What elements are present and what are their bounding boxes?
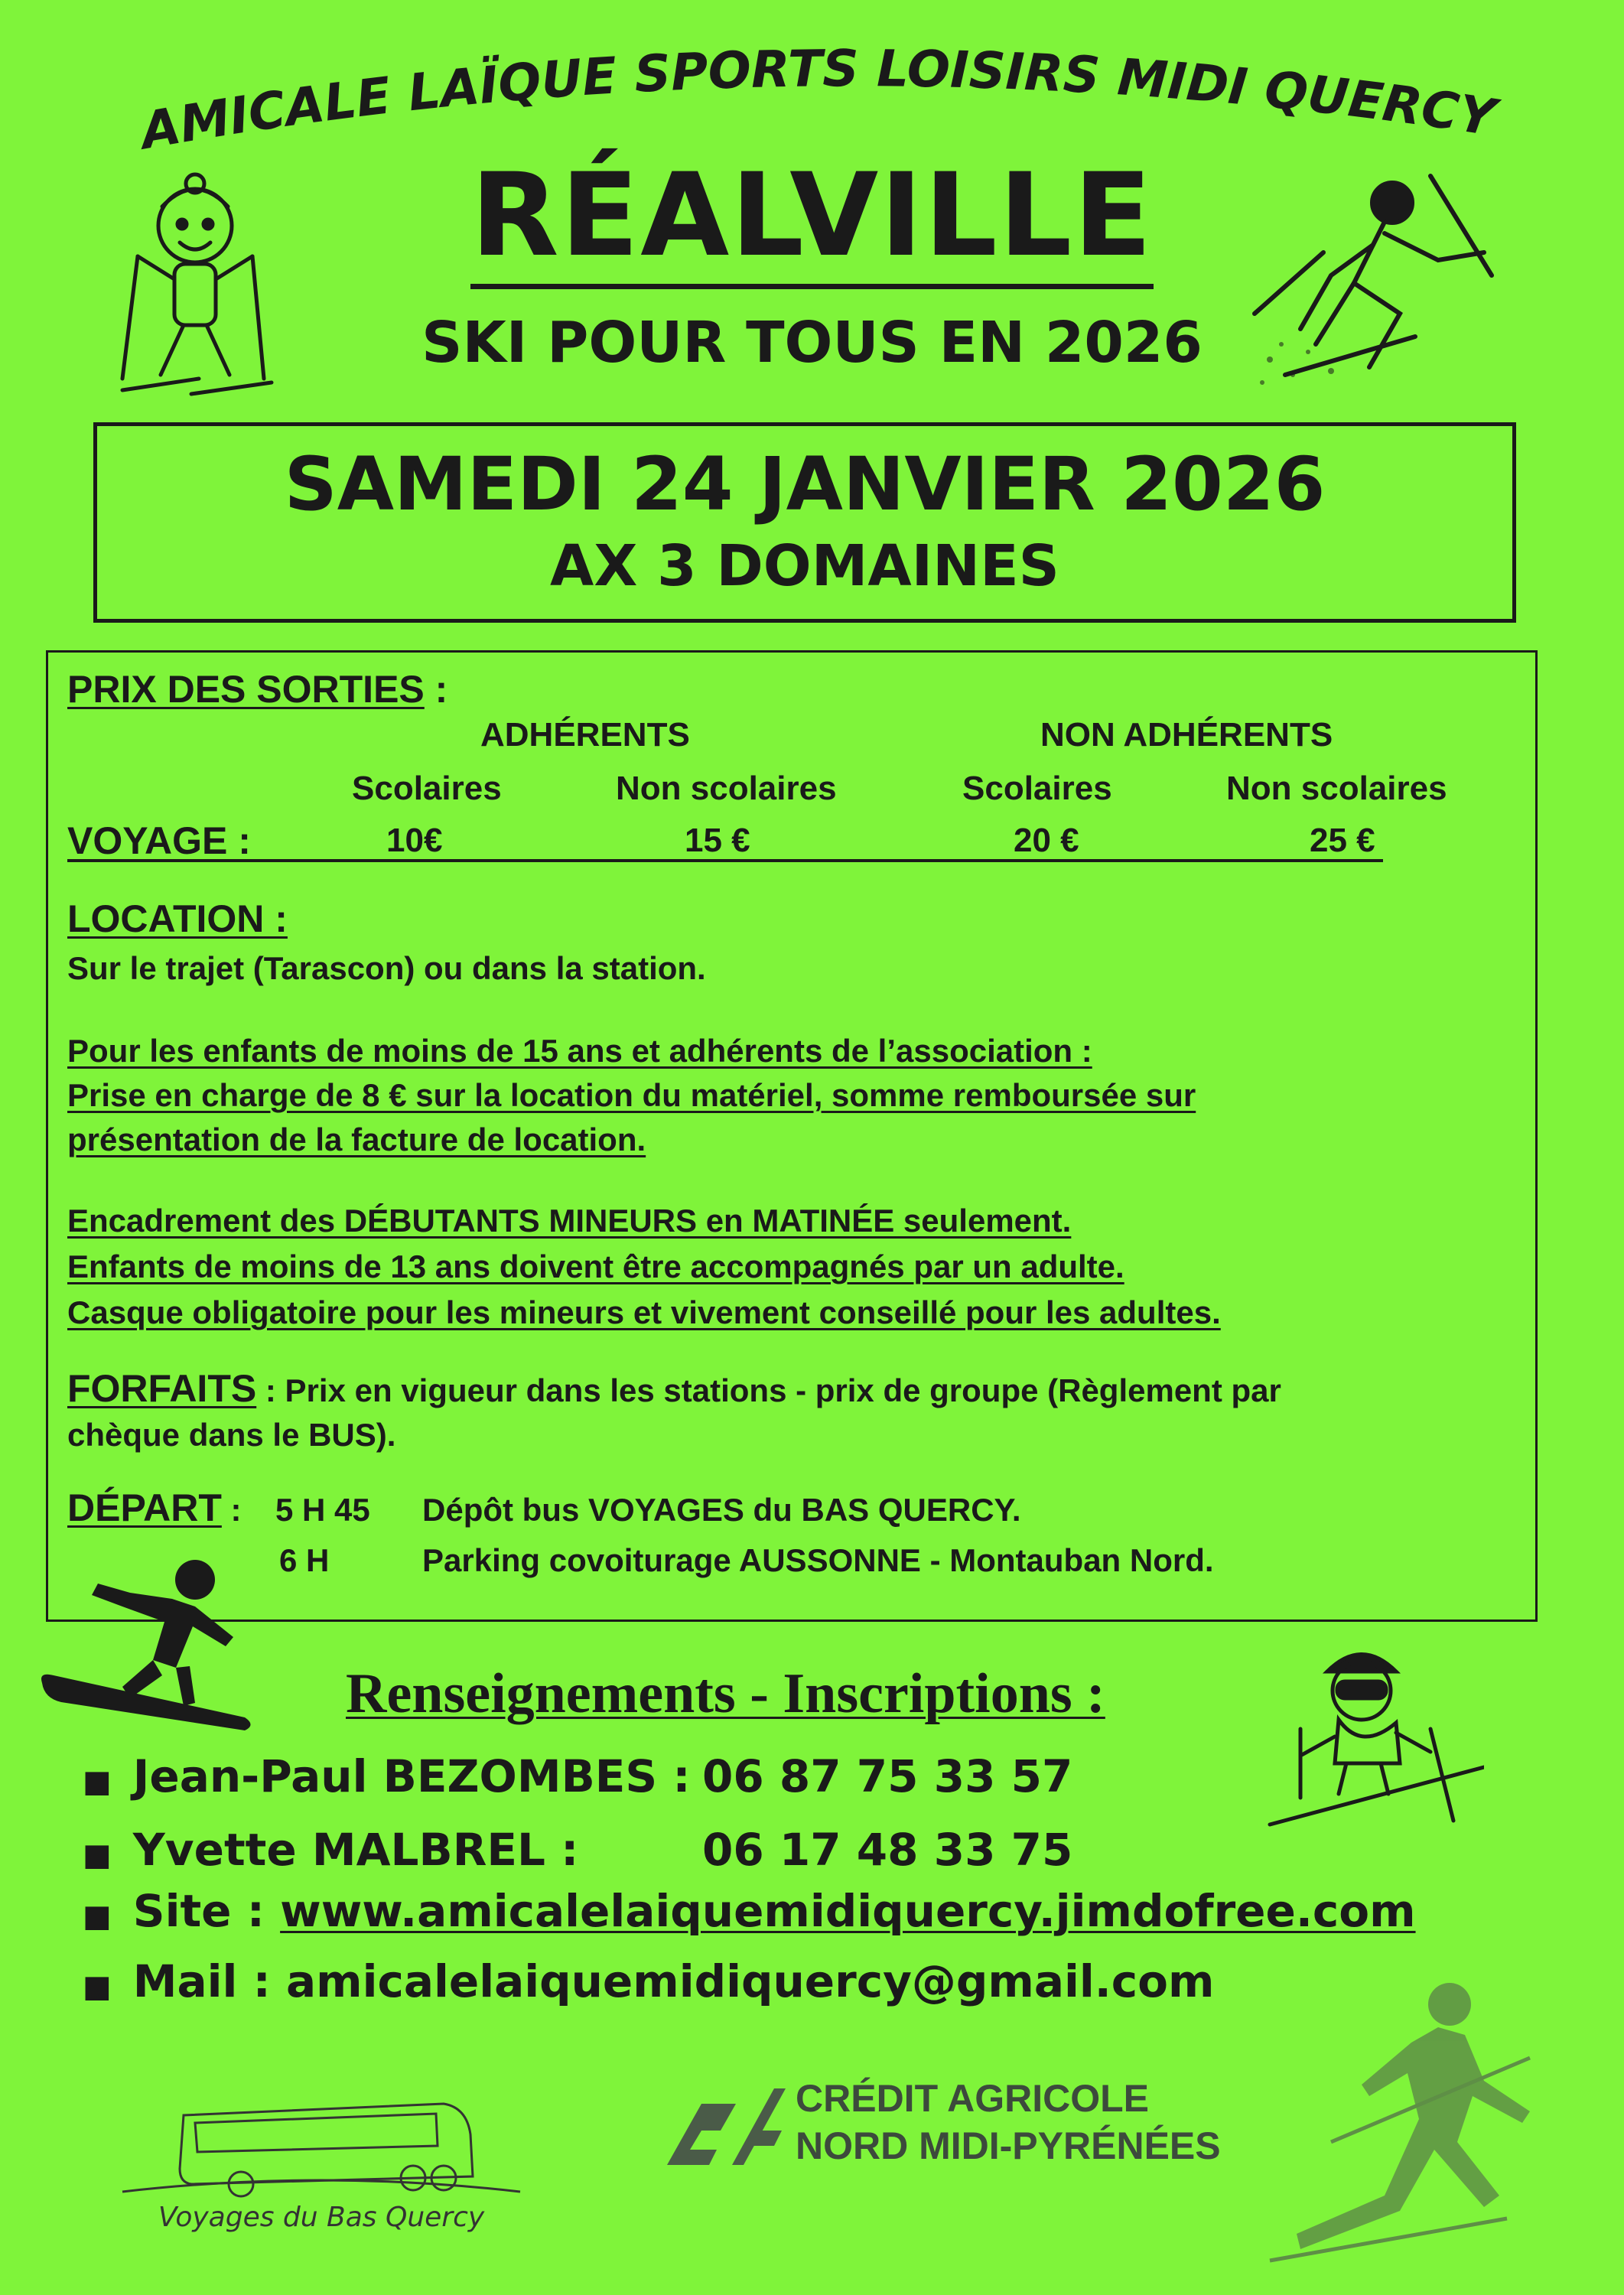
bullet-icon: ■: [83, 1899, 112, 1934]
depart-place-2: Parking covoiturage AUSSONNE - Montauban Nord.: [422, 1542, 1214, 1578]
downhill-skier-icon: [1239, 161, 1530, 398]
rule-children: Enfants de moins de 13 ans doivent être accompagnés par un adulte.: [67, 1248, 1124, 1284]
cross-country-skier-icon: [1255, 1966, 1561, 2272]
location-note-1: Pour les enfants de moins de 15 ans et adhérents de l’association :: [67, 1033, 1092, 1069]
contact-yvette-phone: 06 17 48 33 75: [702, 1824, 1073, 1876]
depart-time-2: 6 H: [279, 1542, 330, 1578]
location-note-3: présentation de la facture de location.: [67, 1121, 646, 1157]
rule-beginners: Encadrement des DÉBUTANTS MINEURS en MATINÉE seulement.: [67, 1203, 1072, 1239]
mail-label: Mail :: [132, 1955, 271, 2007]
org-name: [132, 39, 1504, 161]
org-name-text: AMICALE LAÏQUE SPORTS LOISIRS MIDI QUERCY: [136, 39, 1499, 161]
col-non-members-non-scolaires: Non scolaires: [1226, 770, 1447, 807]
price-members-non-scolaires: 15 €: [685, 822, 750, 859]
col-members-scolaires: Scolaires: [352, 770, 502, 807]
event-subtitle: SKI POUR TOUS EN 2026: [421, 310, 1203, 376]
price-non-members-scolaires: 20 €: [1014, 822, 1079, 859]
event-date-box: [93, 422, 1516, 623]
depart-heading: DÉPART: [67, 1486, 222, 1529]
snowboarder-icon: [31, 1553, 260, 1740]
col-non-members-scolaires: Scolaires: [962, 770, 1112, 807]
site-link[interactable]: www.amicalelaiquemidiquercy.jimdofree.com: [280, 1885, 1416, 1937]
bullet-icon: ■: [83, 1838, 112, 1873]
location-heading-text: LOCATION :: [67, 897, 288, 940]
group-non-members: NON ADHÉRENTS: [1040, 716, 1333, 754]
event-place: AX 3 DOMAINES: [550, 533, 1059, 599]
bank-line-1: CRÉDIT AGRICOLE: [796, 2077, 1150, 2120]
location-line: Sur le trajet (Tarascon) ou dans la station.: [67, 950, 706, 986]
site-line: [83, 1885, 1416, 1937]
voyage-underline: [67, 859, 1383, 862]
contacts-heading: Renseignements - Inscriptions :: [346, 1662, 1105, 1725]
depart-place-1: Dépôt bus VOYAGES du BAS QUERCY.: [422, 1492, 1021, 1528]
contact-yvette: [83, 1824, 578, 1876]
group-members: ADHÉRENTS: [480, 716, 690, 754]
site-label: Site :: [132, 1885, 265, 1937]
bus-company-name: Voyages du Bas Quercy: [158, 2202, 485, 2233]
forfaits-text-1: : Prix en vigueur dans les stations - prix de groupe (Règlement par: [256, 1372, 1281, 1408]
depart-sep: :: [221, 1492, 242, 1528]
credit-agricole-logo: [659, 2073, 789, 2180]
prices-heading: [67, 667, 447, 711]
bullet-icon: ■: [83, 1969, 112, 2004]
depart-time-1: 5 H 45: [275, 1492, 370, 1528]
price-members-scolaires: 10€: [386, 822, 443, 859]
event-date: SAMEDI 24 JANVIER 2026: [284, 441, 1326, 527]
bus-icon: [107, 2077, 535, 2238]
col-members-non-scolaires: Non scolaires: [616, 770, 837, 807]
bullet-icon: ■: [83, 1764, 112, 1799]
location-note-2: Prise en charge de 8 € sur la location du matériel, somme remboursée sur: [67, 1077, 1196, 1113]
skier-cartoon-icon: [107, 172, 283, 409]
forfaits-line: [67, 1366, 1521, 1411]
price-non-members-non-scolaires: 25 €: [1310, 822, 1375, 859]
mail-address[interactable]: amicalelaiquemidiquercy@gmail.com: [286, 1955, 1215, 2007]
rule-helmet: Casque obligatoire pour les mineurs et vivement conseillé pour les adultes.: [67, 1294, 1221, 1330]
contact-jean-paul: [83, 1750, 691, 1802]
forfaits-text-2: chèque dans le BUS).: [67, 1417, 396, 1453]
contact-jean-paul-phone: 06 87 75 33 57: [702, 1750, 1073, 1802]
location-heading: [67, 897, 288, 941]
prices-heading-text: PRIX DES SORTIES: [67, 668, 425, 711]
voyage-label: VOYAGE :: [67, 819, 251, 862]
prices-heading-suffix: :: [424, 668, 448, 711]
bank-line-2: NORD MIDI-PYRÉNÉES: [796, 2124, 1221, 2167]
child-skier-icon: [1255, 1637, 1484, 1836]
depart-heading-line: [67, 1486, 242, 1530]
mail-line: [83, 1955, 1214, 2007]
forfaits-heading: FORFAITS: [67, 1367, 257, 1410]
contact-yvette-name: Yvette MALBREL :: [132, 1824, 579, 1876]
contact-jean-paul-name: Jean-Paul BEZOMBES :: [132, 1750, 691, 1802]
town-title-text: RÉALVILLE: [470, 149, 1154, 289]
